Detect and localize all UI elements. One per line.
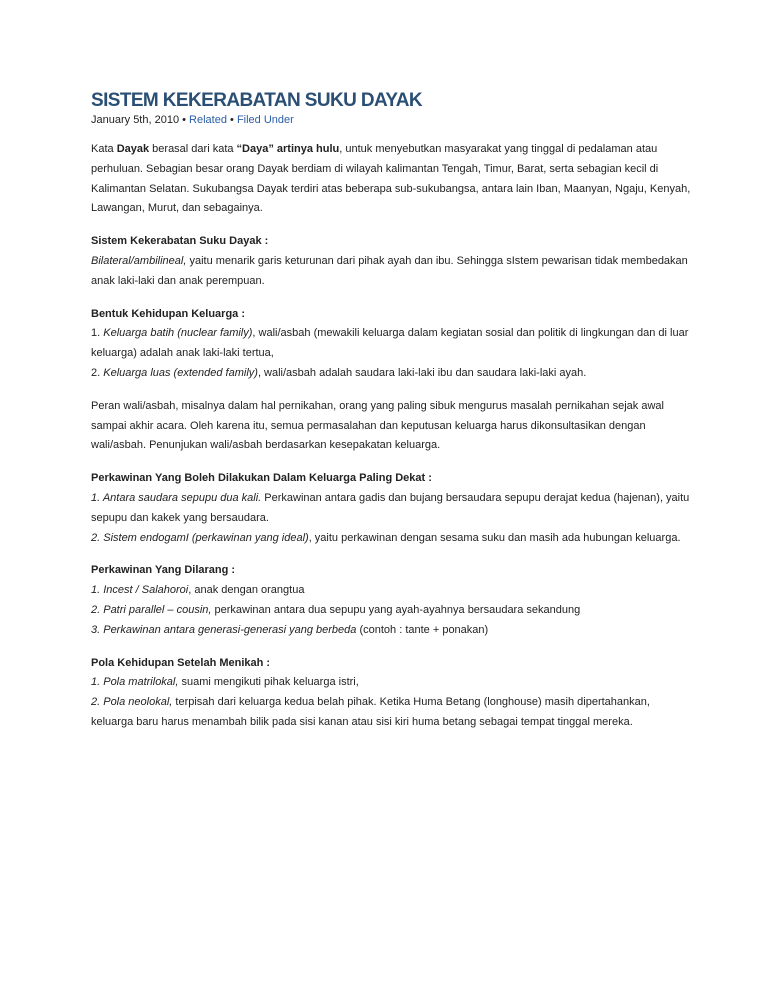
peran-wali-paragraph: Peran wali/asbah, misalnya dalam hal pernikahan, orang yang paling sibuk mengurus masalah pernikahan sejak awal sampai akhir acara. Oleh karena itu, semua permasalahan dan keputusan keluarga harus dikonsultasikan dengan wali/asbah. Penunjukan wali/asbah berdasarkan kesepakatan keluarga.: [91, 399, 664, 452]
intro-paragraph: [91, 140, 691, 219]
list-number: 1.: [91, 327, 104, 340]
list-item: [91, 324, 691, 364]
text: (contoh : tante + ponakan): [356, 623, 489, 636]
italic-text: 1. Incest / Salahoroi: [91, 584, 189, 597]
page-title: SISTEM KEKERABATAN SUKU DAYAK: [91, 90, 422, 111]
related-link[interactable]: Related: [189, 114, 227, 126]
list-item: [91, 693, 691, 733]
text: , wali/asbah (mewakili keluarga dalam kegiatan sosial dan politik di lingkungan dan di luar keluarga) adalah anak laki-laki tertua,: [91, 327, 689, 360]
italic-text: Keluarga batih (nuclear family): [103, 327, 253, 340]
section-heading-pola-kehidupan: Pola Kehidupan Setelah Menikah :: [91, 656, 271, 669]
italic-text: 3. Perkawinan antara generasi-generasi yang berbeda: [91, 623, 357, 636]
text: terpisah dari keluarga kedua belah pihak. Ketika Huma Betang (longhouse) masih dipertahankan, keluarga baru harus menambah bilik pada sisi kanan atau sisi kiri huma betang sebagai tempat tinggal mereka.: [91, 696, 650, 728]
text: Perkawinan antara gadis dan bujang bersaudara sepupu derajat kedua (hajenan), yaitu sepupu dan kakek yang bersaudara.: [91, 491, 690, 524]
text: Kata: [91, 143, 117, 155]
meta-separator: •: [179, 114, 190, 126]
bold-text: “Daya” artinya hulu: [236, 143, 340, 155]
list-item: [91, 673, 691, 693]
post-date: January 5th, 2010: [91, 114, 180, 126]
filed-under-link[interactable]: Filed Under: [236, 114, 294, 126]
kekerabatan-paragraph: [91, 252, 691, 292]
list-number: 2.: [91, 366, 104, 379]
post-meta: [91, 114, 294, 126]
text: perkawinan antara dua sepupu yang ayah-ayahnya bersaudara sekandung: [211, 603, 581, 616]
list-item: [91, 364, 691, 384]
italic-text: Keluarga luas (extended family): [103, 366, 258, 379]
list-item: [91, 489, 691, 529]
section-heading-perkawinan-dilarang: Perkawinan Yang Dilarang :: [91, 564, 236, 577]
text: yaitu menarik garis keturunan dari pihak ayah dan ibu. Sehingga sIstem pewarisan tidak membedakan anak laki-laki dan anak perempuan.: [91, 254, 688, 287]
section-heading-kekerabatan: Sistem Kekerabatan Suku Dayak :: [91, 235, 269, 248]
list-item: [91, 601, 691, 621]
italic-text: Bilateral/ambilineal,: [91, 254, 187, 267]
text: , wali/asbah adalah saudara laki-laki ibu dan saudara laki-laki ayah.: [257, 366, 587, 379]
text: , untuk menyebutkan masyarakat yang tinggal di pedalaman atau perhuluan. Sebagian besar orang Dayak berdiam di wilayah kalimantan Tengah, Timur, Barat, serta sebagian kecil di Kalimantan Selatan. Sukubangsa Dayak terdiri atas beberapa sub-sukubangsa, antara lain Iban, Maanyan, Ngaju, Kenyah, Lawangan, Murut, dan sebagainya.: [91, 143, 691, 215]
italic-text: 2. Pola neolokal,: [91, 696, 173, 709]
list-item: [91, 581, 691, 601]
text: , anak dengan orangtua: [188, 584, 305, 597]
list-item: [91, 529, 691, 549]
italic-text: 2. Patri parallel – cousin,: [91, 603, 212, 616]
italic-text: 1. Antara saudara sepupu dua kali.: [91, 491, 262, 504]
italic-text: 2. Sistem endogamI (perkawinan yang ideal): [91, 531, 309, 544]
text: , yaitu perkawinan dengan sesama suku dan masih ada hubungan keluarga.: [308, 531, 681, 544]
text: berasal dari kata: [149, 143, 237, 155]
bold-text: Dayak: [116, 143, 150, 155]
text: suami mengikuti pihak keluarga istri,: [178, 676, 359, 689]
section-heading-bentuk-keluarga: Bentuk Kehidupan Keluarga :: [91, 307, 246, 320]
list-item: [91, 621, 691, 641]
section-heading-perkawinan-boleh: Perkawinan Yang Boleh Dilakukan Dalam Keluarga Paling Dekat :: [91, 472, 432, 485]
article-body: [91, 140, 691, 733]
italic-text: 1. Pola matrilokal,: [91, 676, 179, 689]
meta-separator: •: [226, 114, 237, 126]
